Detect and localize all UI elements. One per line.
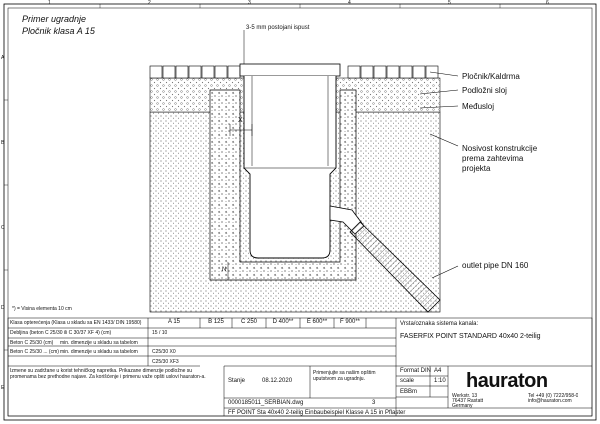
scale-value: 1:10 <box>434 378 446 384</box>
drawing-number: 0000185011_SERBIAN.dwg <box>228 400 304 406</box>
label-intermediate: Međusloj <box>462 102 495 111</box>
label-base: Podložni sloj <box>462 86 507 95</box>
format-label: Format DIN <box>400 368 432 374</box>
grid-row-c: C <box>1 225 5 231</box>
install-remark: Primenjujte sa našim opštim uputstvom za ugradnju. <box>313 370 376 382</box>
format-value: A4 <box>434 368 442 374</box>
class-d400: D 400** <box>272 319 294 325</box>
grid-col-6: 6 <box>546 0 549 6</box>
grate-frame <box>240 64 340 76</box>
company-tel: Tel +49 (0) 7222/958-0 <box>528 393 579 399</box>
load-class-label: Klasa opterećenja (Klasa u skladu sa EN 1433/ DIN 19580) <box>10 320 142 326</box>
product-name: FASERFIX POINT STANDARD 40x40 2-teilig <box>400 333 541 340</box>
grid-row-e: E <box>1 385 5 391</box>
class-b125: B 125 <box>208 319 224 325</box>
class-f900: F 900** <box>339 319 360 325</box>
dimension-x: X <box>238 117 243 124</box>
date-value: 08.12.2020 <box>262 378 293 384</box>
label-paving: Pločnik/Kaldrma <box>462 72 520 81</box>
concrete-row2-label: Beton C 25/30 ... (cm) <box>10 349 59 355</box>
thickness-value: 15 / 10 <box>152 330 168 336</box>
grid-col-4: 4 <box>348 0 351 6</box>
company-addr-2: 76437 Rastatt <box>452 398 484 404</box>
grid-row-b: B <box>1 140 5 146</box>
drawing-subtitle: Pločnik klasa A 15 <box>22 26 95 36</box>
gully-body <box>244 76 336 258</box>
label-bearing-1: Nosivost konstrukcije <box>462 144 538 153</box>
date-label: Stanje <box>228 378 246 384</box>
grid-row-d: D <box>1 305 5 311</box>
footer-title: FF POINT Sta 40x40 2-teilig Einbaubeispiel Klasse A 15 in Pflaster <box>228 410 406 416</box>
thickness-label: Debljina (beton C 25/30 ili C 30/37 XF 4) (cm) <box>10 330 112 336</box>
unit-value: EBBm <box>400 389 418 395</box>
grid-row-a: A <box>1 55 5 61</box>
dimension-n: N <box>222 267 227 273</box>
class-e600: E 600** <box>306 319 328 325</box>
label-bearing-3: projekta <box>462 164 491 173</box>
concrete-row2-a: min. dimenzije u skladu sa tabelom <box>60 349 138 355</box>
company-addr-3: Germany <box>452 403 473 409</box>
class-c250: C 250 <box>240 319 257 325</box>
grid-col-3: 3 <box>248 0 251 6</box>
concrete-value-2: C25/30 XF3 <box>152 359 179 365</box>
grid-col-2: 2 <box>148 0 151 6</box>
concrete-row-label: Beton C 25/30 (cm) <box>10 340 54 346</box>
grid-col-5: 5 <box>448 0 451 6</box>
drawing-title: Primer ugradnje <box>22 14 87 24</box>
concrete-value-1: C25/30 X0 <box>152 349 176 355</box>
gap-note: 3-5 mm postojani ispust <box>246 25 310 31</box>
label-bearing-2: prema zahtevima <box>462 154 524 163</box>
sheet-number: 3 <box>372 400 376 406</box>
company-mail: info@hauraton.com <box>528 398 572 404</box>
hauraton-logo: hauraton <box>466 370 548 392</box>
company-addr-1: Werkstr. 13 <box>452 393 478 399</box>
legal-notes: Izmene su zadržane u korist tehničkog napretka. Prikazane dimenzije podložne su promenama bez prethodne najave. Za korišćenje i primenu važe opšti uslovi hauraton-a. <box>10 368 206 380</box>
footnote: *) = Visina elementa 10 cm <box>12 306 72 312</box>
scale-label: scale <box>400 378 415 384</box>
product-label: Vrsta/oznaka sistema kanala: <box>400 321 479 327</box>
concrete-row-a: min. dimenzije u skladu sa tabelom <box>60 340 138 346</box>
grid-col-1: 1 <box>48 0 51 6</box>
class-a15: A 15 <box>167 319 180 325</box>
label-outlet: outlet pipe DN 160 <box>462 261 529 270</box>
